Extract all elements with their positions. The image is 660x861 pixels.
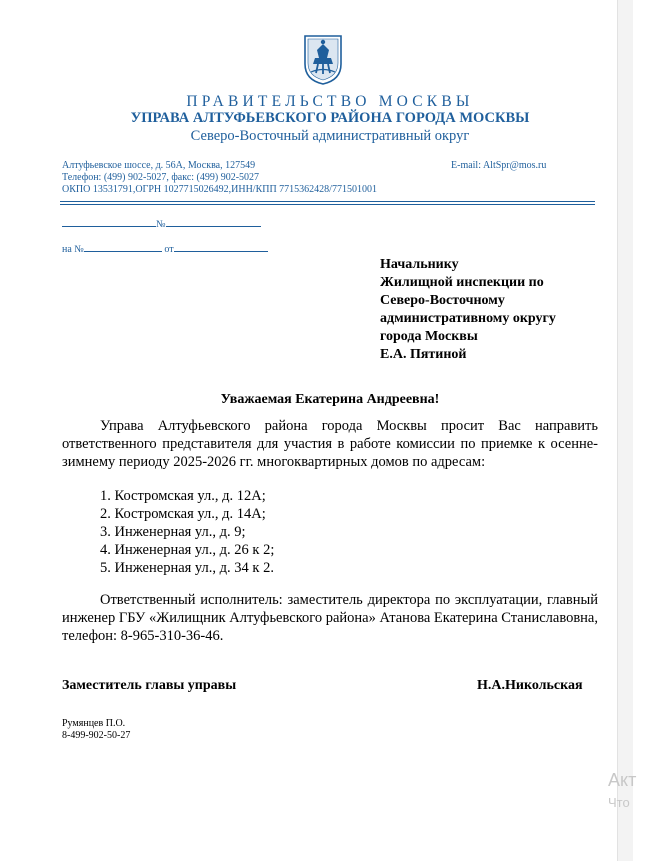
list-item: 4. Инженерная ул., д. 26 к 2; bbox=[100, 542, 275, 558]
signatory-name: Н.А.Никольская bbox=[477, 678, 583, 693]
list-item: 5. Инженерная ул., д. 34 к 2. bbox=[100, 560, 274, 576]
address-list bbox=[100, 487, 274, 577]
organization-name: УПРАВА АЛТУФЬЕВСКОГО РАЙОНА ГОРОДА МОСКВЫ bbox=[130, 110, 530, 126]
outgoing-number-field bbox=[62, 217, 261, 230]
number-label: № bbox=[156, 219, 166, 230]
incoming-reference-field bbox=[62, 242, 268, 255]
moscow-coat-of-arms-icon bbox=[303, 34, 343, 86]
government-title: ПРАВИТЕЛЬСТВО МОСКВЫ bbox=[186, 93, 474, 110]
list-item: 2. Костромская ул., д. 14А; bbox=[100, 506, 266, 522]
viewer-scrollbar[interactable] bbox=[617, 0, 633, 861]
address-line: Алтуфьевское шоссе, д. 56А, Москва, 127549 bbox=[62, 160, 256, 171]
addressee-block bbox=[380, 256, 556, 364]
header-divider bbox=[60, 201, 595, 202]
addressee-line: административному округу bbox=[380, 311, 556, 326]
activation-watermark-title: Акт bbox=[608, 770, 637, 790]
registry-codes-line: ОКПО 13531791,ОГРН 1027715026492,ИНН/КПП 7715362428/771501001 bbox=[62, 184, 377, 195]
responsible-person-paragraph: Ответственный исполнитель: заместитель директора по эксплуатации, главный инженер ГБУ «Жилищник Алтуфьевского района» Атанова Екатерина Станиславовна, телефон: 8-965-310-36-46. bbox=[62, 592, 598, 644]
activation-watermark-subtitle: Что bbox=[608, 795, 630, 810]
district-name: Северо-Восточный административный округ bbox=[190, 128, 470, 144]
addressee-line: Начальнику bbox=[380, 257, 459, 272]
addressee-line: города Москвы bbox=[380, 329, 478, 344]
request-paragraph: Управа Алтуфьевского района города Москвы просит Вас направить ответственного представителя для участия в работе комиссии по приемке к осенне-зимнему периоду 2025-2026 гг. многоквартирных домов по адресам: bbox=[62, 418, 598, 470]
reference-from: от bbox=[164, 244, 174, 255]
salutation: Уважаемая Екатерина Андреевна! bbox=[220, 392, 440, 407]
executor-phone: 8-499-902-50-27 bbox=[62, 730, 131, 741]
executor-name: Румянцев П.О. bbox=[62, 718, 126, 729]
list-item: 3. Инженерная ул., д. 9; bbox=[100, 524, 246, 540]
addressee-line: Жилищной инспекции по bbox=[380, 275, 544, 290]
header-divider-thin bbox=[60, 204, 595, 205]
signatory-position: Заместитель главы управы bbox=[62, 678, 237, 693]
list-item: 1. Костромская ул., д. 12А; bbox=[100, 488, 266, 504]
addressee-line: Е.А. Пятиной bbox=[380, 347, 467, 362]
addressee-line: Северо-Восточному bbox=[380, 293, 505, 308]
email-line: E-mail: AltSpr@mos.ru bbox=[451, 160, 547, 171]
phone-line: Телефон: (499) 902-5027, факс: (499) 902-5027 bbox=[62, 172, 260, 183]
reference-prefix: на № bbox=[62, 244, 84, 255]
